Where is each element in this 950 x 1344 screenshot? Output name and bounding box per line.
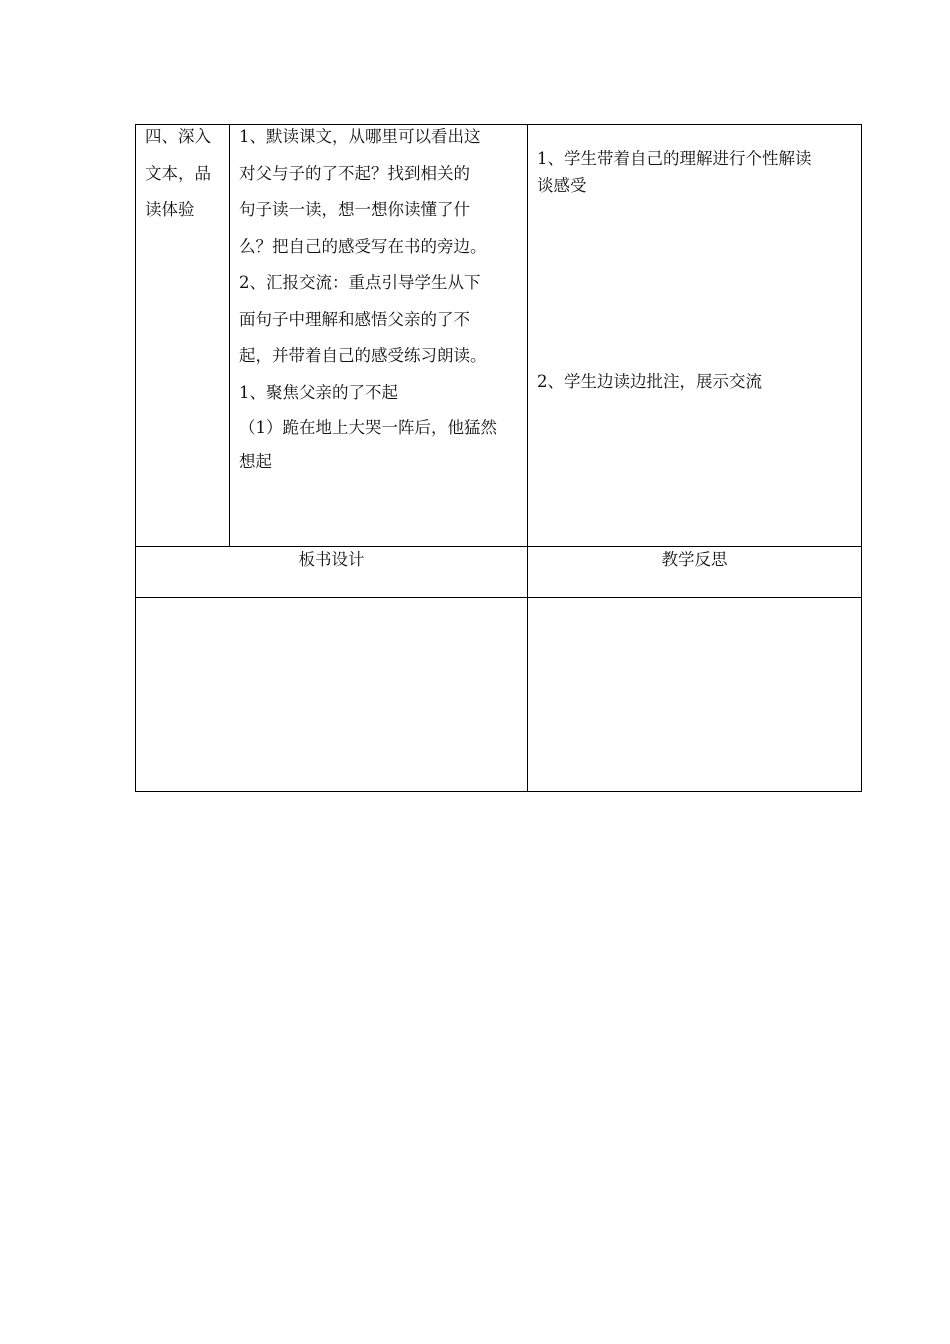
student-activity-cell [537, 145, 812, 199]
teacher-activity-line: 1、聚焦父亲的了不起 [239, 382, 398, 402]
teacher-activity-cell [239, 119, 497, 479]
reflection-header: 教学反思 [661, 550, 728, 569]
teacher-activity-line: 么？把自己的感受写在书的旁边。 [239, 236, 487, 256]
teacher-activity-line: 面句子中理解和感悟父亲的了不 [239, 309, 470, 329]
reflection-content-cell [528, 598, 861, 791]
table-border-bottom [135, 791, 862, 792]
stage-label-line-2: 文本，品 [145, 163, 211, 183]
teacher-activity-line: （1）跪在地上大哭一阵后，他猛然 [239, 417, 497, 437]
stage-label-cell [145, 119, 211, 229]
table-row-divider-1 [135, 546, 862, 547]
student-activity-1-line-1: 1、学生带着自己的理解进行个性解读 [537, 149, 812, 168]
teacher-activity-line: 句子读一读，想一想你读懂了什 [239, 200, 470, 219]
teacher-activity-line: 想起 [239, 451, 272, 471]
teacher-activity-line: 对父与子的了不起？找到相关的 [239, 163, 470, 183]
board-design-content-cell [136, 598, 527, 791]
stage-label-line-1: 四、深入 [145, 127, 211, 146]
teacher-activity-line: 起，并带着自己的感受练习朗读。 [239, 346, 487, 365]
table-border-right [861, 124, 862, 792]
stage-label-line-3: 读体验 [145, 200, 195, 219]
lesson-plan-table [135, 124, 862, 792]
teacher-activity-line: 2、汇报交流：重点引导学生从下 [239, 273, 481, 292]
student-activity-2 [537, 368, 762, 395]
table-column-divider-stage [229, 124, 230, 546]
board-design-header: 板书设计 [298, 550, 365, 569]
teacher-activity-line: 1、默读课文，从哪里可以看出这 [239, 127, 481, 146]
student-activity-1-line-2: 谈感受 [537, 176, 587, 195]
student-activity-2-line: 2、学生边读边批注，展示交流 [537, 372, 762, 391]
